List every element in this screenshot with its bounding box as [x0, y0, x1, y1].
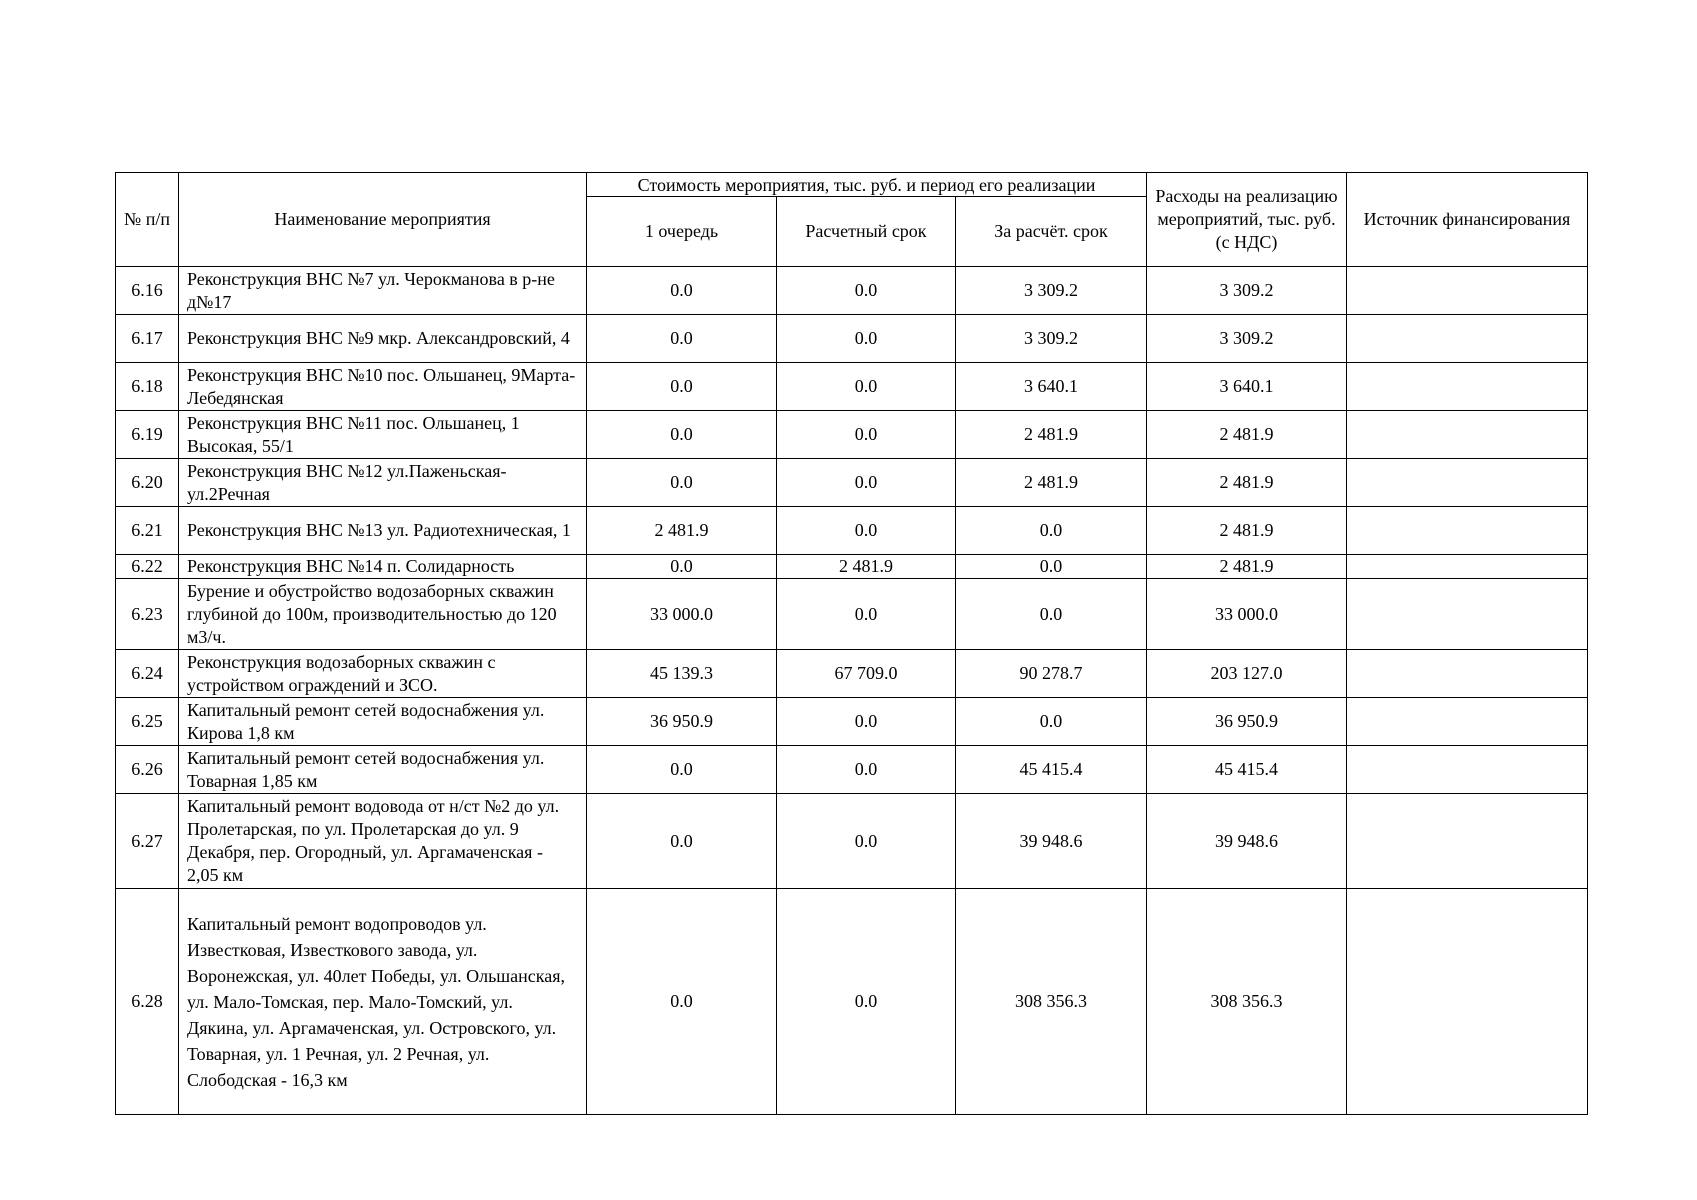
cell-source — [1347, 650, 1588, 698]
table-row — [116, 363, 1588, 411]
header-row-1 — [116, 173, 1588, 197]
cell-calc: 0.0 — [777, 267, 956, 315]
cell-total: 203 127.0 — [1147, 650, 1347, 698]
table-row — [116, 555, 1588, 579]
cell-stage1: 0.0 — [587, 363, 777, 411]
cell-beyond: 2 481.9 — [956, 411, 1147, 459]
cell-stage1: 0.0 — [587, 889, 777, 1115]
cell-source — [1347, 459, 1588, 507]
cell-name: Реконструкция ВНС №11 пос. Ольшанец, 1 Высокая, 55/1 — [179, 411, 587, 459]
cell-num: 6.24 — [116, 650, 179, 698]
cell-stage1: 0.0 — [587, 746, 777, 794]
cell-beyond: 0.0 — [956, 698, 1147, 746]
cell-source — [1347, 507, 1588, 555]
cell-calc: 0.0 — [777, 411, 956, 459]
cell-beyond: 45 415.4 — [956, 746, 1147, 794]
cell-name: Капитальный ремонт водопроводов ул. Известковая, Известкового завода, ул. Воронежская, ул. 40лет Победы, ул. Ольшанская, ул. Мало-Томская, пер. Мало-Томский, ул. Дякина, ул. Аргамаченская, ул. Островского, ул. Товарная, ул. 1 Речная, ул. 2 Речная, ул. Слободская - 16,3 км — [179, 889, 587, 1115]
cell-stage1: 0.0 — [587, 267, 777, 315]
cell-total: 2 481.9 — [1147, 507, 1347, 555]
cell-name: Бурение и обустройство водозаборных скважин глубиной до 100м, производительностью до 120 м3/ч. — [179, 579, 587, 650]
cell-source — [1347, 794, 1588, 889]
cell-num: 6.28 — [116, 889, 179, 1115]
cell-stage1: 33 000.0 — [587, 579, 777, 650]
cell-num: 6.21 — [116, 507, 179, 555]
cell-beyond: 90 278.7 — [956, 650, 1147, 698]
header-expenses: Расходы на реализацию мероприятий, тыс. руб. (с НДС) — [1147, 173, 1347, 267]
cell-beyond: 3 309.2 — [956, 267, 1147, 315]
cell-total: 3 309.2 — [1147, 315, 1347, 363]
cell-calc: 67 709.0 — [777, 650, 956, 698]
cell-num: 6.18 — [116, 363, 179, 411]
cell-stage1: 0.0 — [587, 794, 777, 889]
cell-source — [1347, 411, 1588, 459]
cell-total: 308 356.3 — [1147, 889, 1347, 1115]
cell-num: 6.16 — [116, 267, 179, 315]
cell-stage1: 0.0 — [587, 411, 777, 459]
cell-name: Реконструкция ВНС №10 пос. Ольшанец, 9Марта-Лебедянская — [179, 363, 587, 411]
cell-calc: 0.0 — [777, 746, 956, 794]
cell-name: Реконструкция ВНС №14 п. Солидарность — [179, 555, 587, 579]
cell-name: Реконструкция водозаборных скважин с устройством ограждений и ЗСО. — [179, 650, 587, 698]
measures-table — [115, 172, 1588, 1115]
cell-calc: 0.0 — [777, 794, 956, 889]
table-row — [116, 507, 1588, 555]
table-row — [116, 315, 1588, 363]
cell-source — [1347, 267, 1588, 315]
header-beyond: За расчёт. срок — [956, 197, 1147, 267]
cell-beyond: 0.0 — [956, 507, 1147, 555]
cell-name: Капитальный ремонт водовода от н/ст №2 до ул. Пролетарская, по ул. Пролетарская до ул. 9 Декабря, пер. Огородный, ул. Аргамаченская - 2,05 км — [179, 794, 587, 889]
table-row — [116, 794, 1588, 889]
cell-total: 3 309.2 — [1147, 267, 1347, 315]
cell-total: 2 481.9 — [1147, 555, 1347, 579]
cell-stage1: 0.0 — [587, 315, 777, 363]
cell-num: 6.27 — [116, 794, 179, 889]
cell-source — [1347, 698, 1588, 746]
table-row — [116, 698, 1588, 746]
cell-num: 6.19 — [116, 411, 179, 459]
cell-calc: 2 481.9 — [777, 555, 956, 579]
cell-calc: 0.0 — [777, 698, 956, 746]
cell-name: Реконструкция ВНС №9 мкр. Александровский, 4 — [179, 315, 587, 363]
cell-num: 6.22 — [116, 555, 179, 579]
cell-beyond: 0.0 — [956, 555, 1147, 579]
cell-name: Реконструкция ВНС №7 ул. Черокманова в р-не д№17 — [179, 267, 587, 315]
cell-total: 2 481.9 — [1147, 411, 1347, 459]
cell-source — [1347, 363, 1588, 411]
cell-stage1: 0.0 — [587, 555, 777, 579]
table-row — [116, 267, 1588, 315]
cell-total: 3 640.1 — [1147, 363, 1347, 411]
table-row — [116, 459, 1588, 507]
table-row — [116, 746, 1588, 794]
table-row — [116, 889, 1588, 1115]
cell-num: 6.26 — [116, 746, 179, 794]
header-num: № п/п — [116, 173, 179, 267]
cell-num: 6.23 — [116, 579, 179, 650]
cell-calc: 0.0 — [777, 459, 956, 507]
cell-total: 33 000.0 — [1147, 579, 1347, 650]
table-row — [116, 411, 1588, 459]
header-source: Источник финансирования — [1347, 173, 1588, 267]
table-row — [116, 579, 1588, 650]
cell-stage1: 2 481.9 — [587, 507, 777, 555]
header-calc-period: Расчетный срок — [777, 197, 956, 267]
cell-num: 6.20 — [116, 459, 179, 507]
cell-total: 39 948.6 — [1147, 794, 1347, 889]
cell-calc: 0.0 — [777, 363, 956, 411]
cell-beyond: 39 948.6 — [956, 794, 1147, 889]
cell-source — [1347, 889, 1588, 1115]
cell-name: Реконструкция ВНС №13 ул. Радиотехническая, 1 — [179, 507, 587, 555]
header-stage1: 1 очередь — [587, 197, 777, 267]
cell-beyond: 3 309.2 — [956, 315, 1147, 363]
cell-num: 6.25 — [116, 698, 179, 746]
cell-name: Капитальный ремонт сетей водоснабжения ул. Товарная 1,85 км — [179, 746, 587, 794]
cell-source — [1347, 555, 1588, 579]
cell-calc: 0.0 — [777, 315, 956, 363]
cell-source — [1347, 315, 1588, 363]
cell-num: 6.17 — [116, 315, 179, 363]
cell-name: Капитальный ремонт сетей водоснабжения ул. Кирова 1,8 км — [179, 698, 587, 746]
header-name: Наименование мероприятия — [179, 173, 587, 267]
cell-beyond: 2 481.9 — [956, 459, 1147, 507]
header-cost-group: Стоимость мероприятия, тыс. руб. и период его реализации — [587, 173, 1147, 197]
cell-stage1: 45 139.3 — [587, 650, 777, 698]
cell-total: 2 481.9 — [1147, 459, 1347, 507]
cell-beyond: 3 640.1 — [956, 363, 1147, 411]
cell-source — [1347, 746, 1588, 794]
cell-stage1: 36 950.9 — [587, 698, 777, 746]
table-row — [116, 650, 1588, 698]
cell-beyond: 0.0 — [956, 579, 1147, 650]
cell-total: 36 950.9 — [1147, 698, 1347, 746]
cell-stage1: 0.0 — [587, 459, 777, 507]
cell-source — [1347, 579, 1588, 650]
cell-total: 45 415.4 — [1147, 746, 1347, 794]
cell-calc: 0.0 — [777, 507, 956, 555]
cell-beyond: 308 356.3 — [956, 889, 1147, 1115]
cell-name: Реконструкция ВНС №12 ул.Паженьская-ул.2Речная — [179, 459, 587, 507]
cell-calc: 0.0 — [777, 579, 956, 650]
cell-calc: 0.0 — [777, 889, 956, 1115]
